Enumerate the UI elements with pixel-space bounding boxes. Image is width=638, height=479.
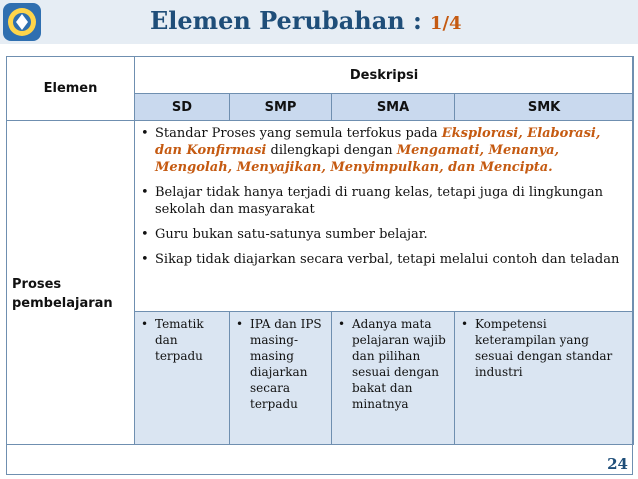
level-header-sma: SMA — [332, 94, 455, 121]
detail-sd: • Tematik dan terpadu — [135, 312, 230, 445]
level-header-smk: SMK — [455, 94, 634, 121]
bullet-dot-icon: • — [461, 317, 469, 331]
bullet-dot-icon: • — [141, 252, 149, 267]
level-header-smp: SMP — [230, 94, 332, 121]
bullet-dot-icon: • — [236, 317, 244, 331]
general-bullet-4: • Sikap tidak diajarkan secara verbal, tetapi melalui contoh dan teladan — [141, 252, 620, 267]
bullet-dot-icon: • — [338, 317, 346, 331]
detail-sma: • Adanya mata pelajaran wajib dan pilihan sesuai dengan bakat dan minatnya — [332, 312, 455, 445]
title-text: Elemen Perubahan : — [150, 6, 422, 35]
general-bullet-3: • Guru bukan satu-satunya sumber belajar. — [141, 227, 428, 242]
bullet-dot-icon: • — [141, 126, 149, 141]
detail-smk: • Kompetensi keterampilan yang sesuai dengan standar industri — [455, 312, 634, 445]
header-elemen: Elemen — [7, 57, 135, 121]
bullet-dot-icon: • — [141, 185, 149, 200]
header-deskripsi: Deskripsi — [135, 57, 634, 94]
general-bullet-1: • Standar Proses yang semula terfokus pada Eksplorasi, Elaborasi, dan Konfirmasi dilengkapi dengan Mengamati, Menanya, Mengolah, Menyajikan, Menyimpulkan, dan Mencipta. — [141, 126, 601, 175]
row-label-line1: Proses — [12, 277, 62, 292]
detail-smp: • IPA dan IPS masing-masing diajarkan secara terpadu — [230, 312, 332, 445]
bullet-dot-icon: • — [141, 227, 149, 242]
table-frame — [6, 56, 633, 475]
general-bullet-2: • Belajar tidak hanya terjadi di ruang kelas, tetapi juga di lingkungan sekolah dan masyarakat — [141, 185, 603, 217]
slide-title — [150, 6, 462, 40]
title-fraction: 1/4 — [429, 13, 462, 34]
level-header-sd: SD — [135, 94, 230, 121]
page-number: 24 — [607, 455, 628, 473]
bullet-dot-icon: • — [141, 317, 149, 331]
ministry-logo-icon — [2, 2, 42, 42]
row-label-line2: pembelajaran — [12, 296, 113, 311]
